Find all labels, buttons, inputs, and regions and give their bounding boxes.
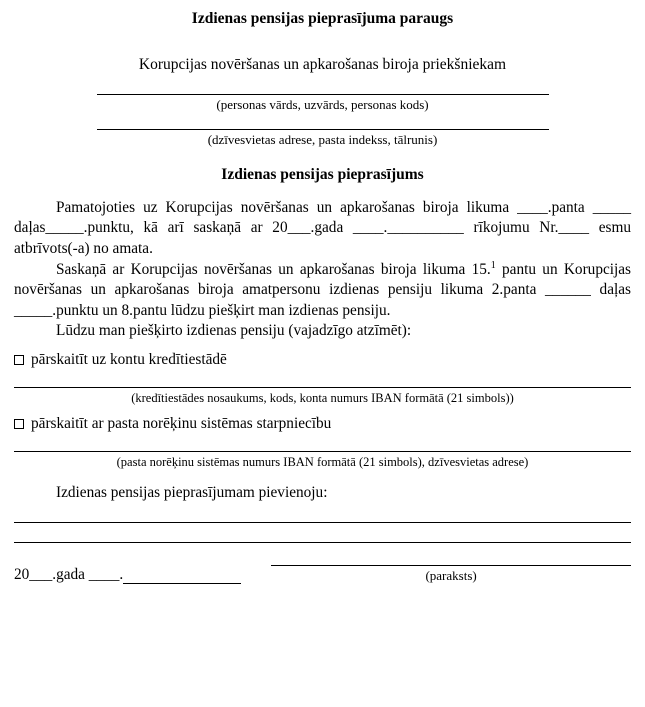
- person-field-caption: (personas vārds, uzvārds, personas kods): [216, 97, 429, 112]
- date-field-label: 20___.gada ____.: [14, 565, 124, 583]
- signature-caption: (paraksts): [425, 567, 477, 583]
- paragraph-request-part2: pantu un Korupcijas novēršanas un apkarošanas biroja amatpersonu izdienas pensiju likuma 2.panta ______ daļas _____.punktu un 8.pantu lūdzu piešķirt man izdienas pensiju.: [14, 261, 631, 319]
- paragraph-basis: Pamatojoties uz Korupcijas novēršanas un apkarošanas biroja likuma ____.panta _____ daļas_____.punktu, kā arī saskaņā ar 20___.gada ____.__________ rīkojumu Nr.____ esmu atbrīvots(-a) no amata.: [14, 199, 631, 257]
- person-field-rule[interactable]: [97, 94, 549, 95]
- person-field-block: [14, 94, 631, 113]
- address-field-block: [14, 129, 631, 148]
- attachments-label: Izdienas pensijas pieprasījumam pievienoju:: [56, 483, 328, 501]
- signature-field[interactable]: [271, 565, 631, 584]
- option-post-label: pārskaitīt ar pasta norēķinu sistēmas starpniecību: [31, 414, 332, 432]
- option-bank-label: pārskaitīt uz kontu kredītiestādē: [31, 350, 227, 368]
- paragraph-request-part1: Saskaņā ar Korupcijas novēršanas un apkarošanas biroja likuma 15.: [56, 261, 491, 279]
- date-field-underline[interactable]: [123, 568, 241, 584]
- footer-row: [14, 565, 631, 584]
- option-post-transfer[interactable]: [14, 415, 631, 433]
- paragraph-payment-intro: Lūdzu man piešķirto izdienas pensiju (vajadzīgo atzīmēt):: [56, 322, 412, 340]
- bank-field-rule[interactable]: [14, 387, 631, 388]
- addressee-line: Korupcijas novēršanas un apkarošanas biroja priekšniekam: [138, 56, 507, 73]
- bank-field-caption: (kredītiestādes nosaukums, kods, konta numurs IBAN formātā (21 simbols)): [131, 390, 514, 405]
- address-field-caption: (dzīvesvietas adrese, pasta indekss, tālrunis): [207, 132, 438, 147]
- post-field-caption: (pasta norēķinu sistēmas numurs IBAN formātā (21 simbols), dzīvesvietas adrese): [116, 454, 529, 469]
- attachment-rule-2[interactable]: [14, 542, 631, 543]
- address-field-rule[interactable]: [97, 129, 549, 130]
- section-title: Izdienas pensijas pieprasījums: [221, 166, 424, 183]
- document-page: [0, 10, 645, 707]
- checkbox-post-icon[interactable]: [14, 419, 24, 429]
- page-title: Izdienas pensijas pieprasījuma paraugs: [191, 10, 454, 27]
- attachment-rule-1[interactable]: [14, 522, 631, 523]
- post-field-rule[interactable]: [14, 451, 631, 452]
- checkbox-bank-icon[interactable]: [14, 355, 24, 365]
- paragraph-request-superscript: 1: [490, 260, 496, 272]
- signature-rule[interactable]: [271, 565, 631, 566]
- option-bank-transfer[interactable]: [14, 351, 631, 369]
- paragraph-request: [14, 259, 631, 321]
- date-field[interactable]: [14, 566, 241, 584]
